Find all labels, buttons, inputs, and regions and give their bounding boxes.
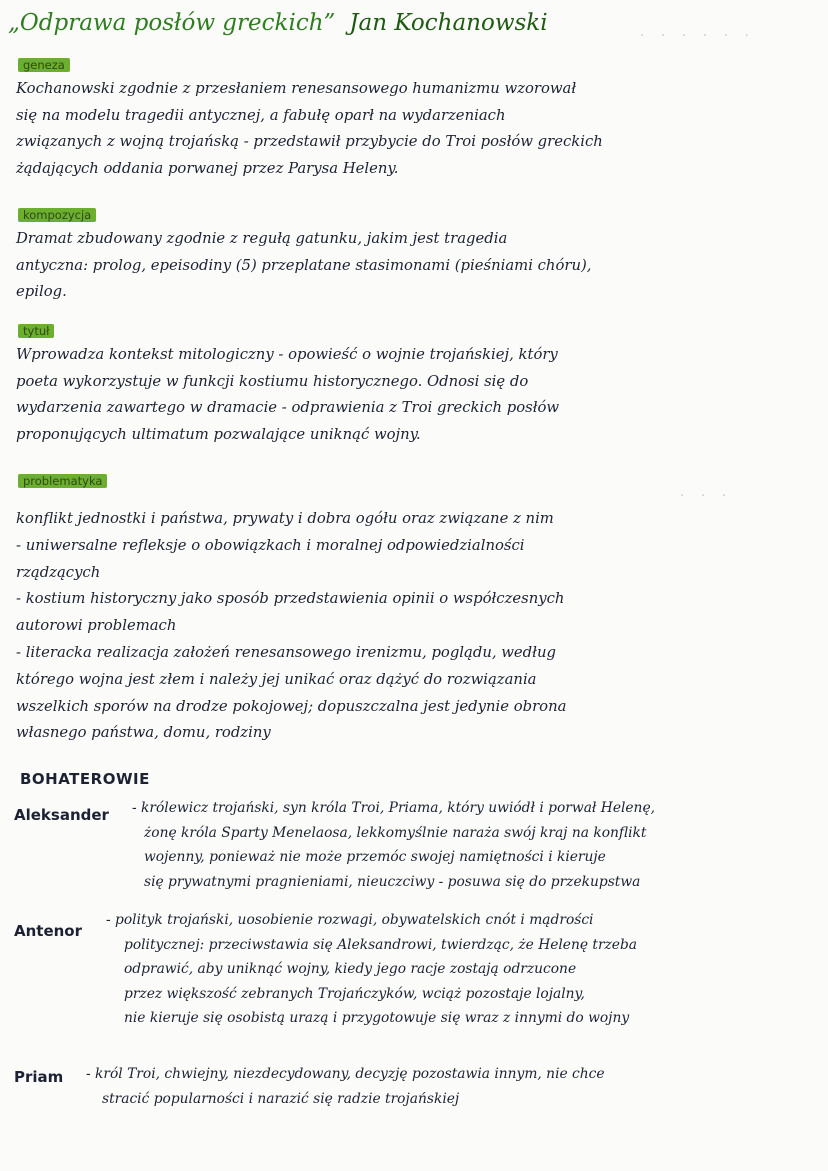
text-line: konflikt jednostki i państwa, prywaty i dobra ogółu oraz związane z nim	[16, 510, 554, 527]
text-line: własnego państwa, domu, rodziny	[16, 724, 271, 742]
character-name-aleksander: Aleksander	[14, 806, 109, 824]
text-line: Dramat zbudowany zgodnie z regułą gatunku, jakim jest tragedia	[16, 230, 508, 247]
text-line: proponujących ultimatum pozwalające uniknąć wojny.	[16, 425, 421, 443]
section-heading-kompozycja: kompozycja	[18, 208, 96, 222]
text-line: stracić popularności i narazić się radzie trojańskiej	[102, 1090, 460, 1107]
text-line: nie kieruje się osobistą urazą i przygotowuje się wraz z innymi do wojny	[124, 1010, 630, 1026]
text-line: epilog.	[16, 283, 67, 300]
character-desc-priam	[86, 1062, 822, 1111]
decorative-dots: · · · · · ·	[640, 28, 755, 44]
text-line: odprawić, aby uniknąć wojny, kiedy jego racje zostają odrzucone	[124, 961, 577, 977]
character-desc-antenor	[106, 908, 822, 1031]
text-line: wojenny, ponieważ nie może przemóc swojej namiętności i kieruje	[144, 849, 606, 865]
text-line: żonę króla Sparty Menelaosa, lekkomyślnie naraża swój kraj na konflikt	[144, 824, 647, 841]
section-problematyka-text	[16, 506, 816, 747]
section-heading-geneza: geneza	[18, 58, 70, 72]
text-line: - kostium historyczny jako sposób przedstawienia opinii o współczesnych	[16, 590, 565, 608]
text-line: - literacka realizacja założeń renesansowego irenizmu, poglądu, według	[16, 643, 556, 661]
text-line: wydarzenia zawartego w dramacie - odprawienia z Troi greckich posłów	[16, 399, 560, 416]
text-line: związanych z wojną trojańską - przedstawił przybycie do Troi posłów greckich	[16, 133, 603, 150]
section-geneza-text	[16, 76, 816, 182]
text-line: - polityk trojański, uosobienie rozwagi, obywatelskich cnót i mądrości	[106, 912, 594, 928]
text-line: którego wojna jest złem i należy jej unikać oraz dążyć do rozwiązania	[16, 670, 537, 688]
text-line: wszelkich sporów na drodze pokojowej; dopuszczalna jest jedynie obrona	[16, 697, 567, 715]
section-kompozycja-text	[16, 226, 816, 306]
text-line: się prywatnymi pragnieniami, nieuczciwy - posuwa się do przekupstwa	[144, 873, 641, 890]
text-line: politycznej: przeciwstawia się Aleksandrowi, twierdząc, że Helenę trzeba	[124, 936, 638, 953]
section-heading-tytul: tytuł	[18, 324, 54, 338]
character-name-antenor: Antenor	[14, 922, 83, 940]
author-name: Jan Kochanowski	[349, 10, 548, 36]
text-line: - królewicz trojański, syn króla Troi, Priama, który uwiódł i porwał Helenę,	[132, 800, 655, 816]
text-line: autorowi problemach	[16, 617, 177, 635]
text-line: Kochanowski zgodnie z przesłaniem renesansowego humanizmu wzorował	[16, 80, 577, 97]
text-line: się na modelu tragedii antycznej, a fabułę oparł na wydarzeniach	[16, 106, 506, 124]
work-title: „Odprawa posłów greckich”	[8, 10, 336, 36]
text-line: przez większość zebranych Trojańczyków, wciąż pozostaje lojalny,	[124, 985, 585, 1002]
text-line: Wprowadza kontekst mitologiczny - opowieść o wojnie trojańskiej, który	[16, 346, 558, 363]
text-line: żądających oddania porwanej przez Parysa Heleny.	[16, 159, 399, 177]
text-line: - uniwersalne refleksje o obowiązkach i moralnej odpowiedzialności	[16, 536, 525, 554]
section-heading-bohaterowie: BOHATEROWIE	[20, 770, 150, 788]
text-line: poeta wykorzystuje w funkcji kostiumu historycznego. Odnosi się do	[16, 372, 529, 390]
text-line: rządzących	[16, 563, 101, 581]
section-tytul-text	[16, 342, 816, 448]
character-name-priam: Priam	[14, 1068, 64, 1086]
text-line: - król Troi, chwiejny, niezdecydowany, decyzję pozostawia innym, nie chce	[86, 1066, 605, 1082]
section-heading-problematyka: problematyka	[18, 474, 107, 488]
decorative-dots: · · ·	[680, 488, 733, 504]
character-desc-aleksander	[132, 796, 822, 894]
text-line: antyczna: prolog, epeisodiny (5) przeplatane stasimonami (pieśniami chóru),	[16, 256, 592, 274]
